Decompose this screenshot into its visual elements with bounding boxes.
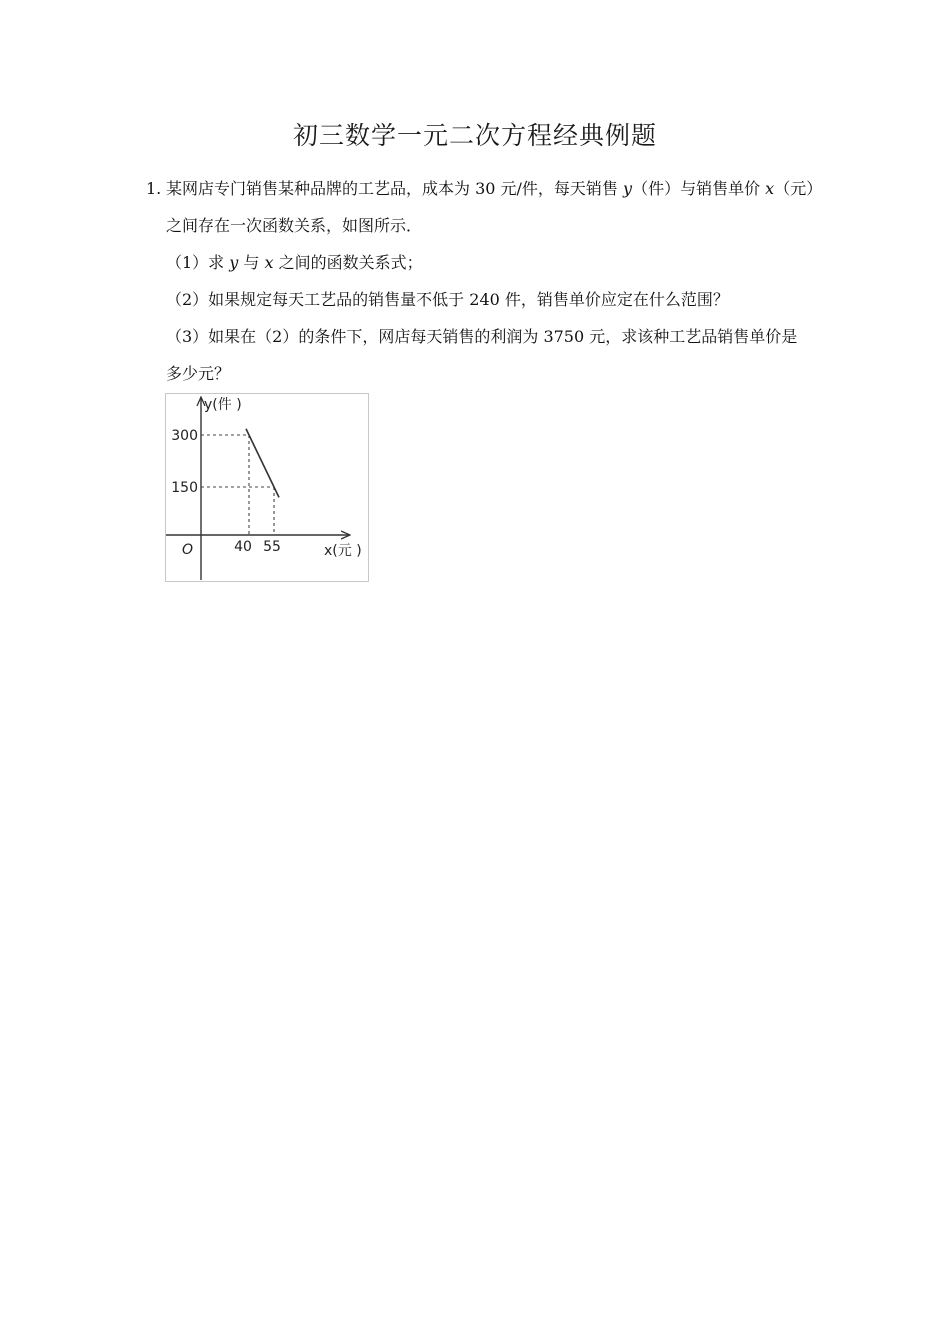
x-tick-label-40: 40: [234, 539, 252, 555]
question-text-part: （1）求: [166, 253, 230, 272]
variable-y: y: [623, 179, 633, 198]
variable-y: y: [229, 253, 239, 272]
problem-line-1: [146, 170, 826, 207]
problem-1: [146, 170, 826, 392]
problem-line-2: 之间存在一次函数关系，如图所示．: [166, 216, 423, 235]
question-text-part: 与: [238, 253, 265, 272]
function-graph: [166, 394, 368, 581]
problem-number: 1.: [146, 179, 162, 198]
x-tick-label-55: 55: [263, 539, 281, 555]
y-axis-label: y(件 ): [204, 397, 242, 413]
problem-text-part: （元）: [774, 179, 823, 198]
problem-text-part: （件）与销售单价: [632, 179, 766, 198]
problem-text-part: 某网店专门销售某种品牌的工艺品，成本为 30 元/件，每天销售: [166, 179, 624, 198]
variable-x: x: [765, 179, 775, 198]
y-tick-label-300: 300: [171, 428, 198, 444]
origin-label: O: [182, 542, 194, 558]
question-3-line-1: （3）如果在（2）的条件下，网店每天销售的利润为 3750 元，求该种工艺品销售单价是: [166, 327, 798, 346]
x-axis-label: x(元 ): [324, 543, 362, 559]
y-tick-label-150: 150: [171, 480, 198, 496]
question-3-line-2: 多少元？: [166, 364, 231, 383]
page-title: 初三数学一元二次方程经典例题: [292, 121, 657, 150]
question-1: [146, 244, 826, 281]
question-2: （2）如果规定每天工艺品的销售量不低于 240 件，销售单价应定在什么范围？: [166, 290, 729, 309]
function-graph-figure: [165, 393, 369, 582]
question-text-part: 之间的函数关系式；: [273, 253, 423, 272]
variable-x: x: [264, 253, 274, 272]
